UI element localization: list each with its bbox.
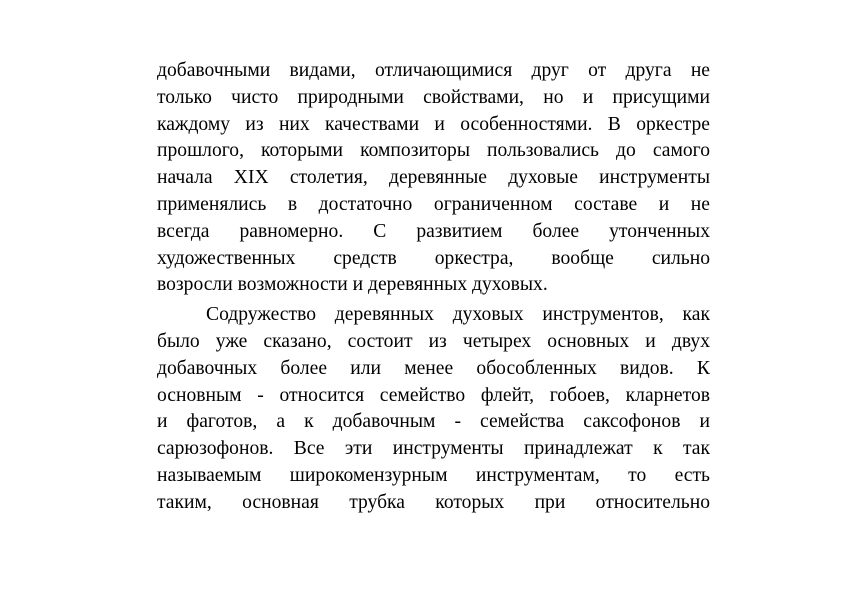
body-text (157, 58, 710, 517)
text-line: возросли возможности и деревянных духовых. (157, 274, 548, 296)
text-line: только чисто природными свойствами, но и присущими (157, 86, 710, 108)
text-line: прошлого, которыми композиторы пользовались до самого (157, 140, 710, 162)
text-line: добавочных более или менее обособленных видов. К (157, 357, 710, 379)
paragraph (157, 302, 710, 516)
text-line: Содружество деревянных духовых инструментов, как (206, 304, 710, 326)
paragraph (157, 58, 710, 299)
text-line: всегда равномерно. С развитием более утонченных (157, 220, 710, 242)
text-line: и фаготов, а к добавочным - семейства саксофонов и (157, 411, 710, 433)
text-line: таким, основная трубка которых при относительно (157, 491, 710, 513)
text-line: называемым широкомензурным инструментам, то есть (157, 464, 710, 486)
text-line: начала XIX столетия, деревянные духовые инструменты (157, 167, 710, 189)
text-line: каждому из них качествами и особенностями. В оркестре (157, 113, 710, 135)
text-line: сарюзофонов. Все эти инструменты принадлежат к так (157, 438, 710, 460)
text-line: основным - относится семейство флейт, гобоев, кларнетов (157, 384, 710, 406)
text-line: было уже сказано, состоит из четырех основных и двух (157, 330, 710, 352)
text-line: художественных средств оркестра, вообще сильно (157, 247, 710, 269)
text-line: применялись в достаточно ограниченном составе и не (157, 193, 710, 215)
text-line: добавочными видами, отличающимися друг от друга не (157, 60, 710, 81)
